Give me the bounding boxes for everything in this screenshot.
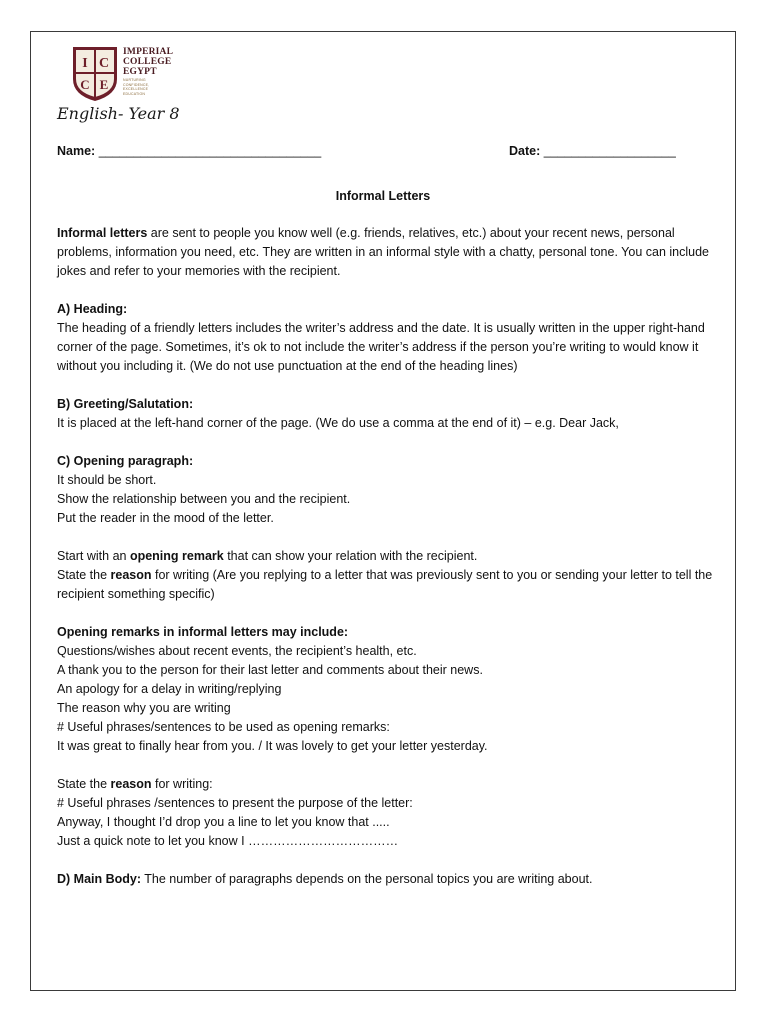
svg-text:C: C (98, 56, 110, 71)
greeting-section (57, 395, 717, 433)
name-field[interactable] (57, 144, 321, 158)
remarks-line: Questions/wishes about recent events, the recipient’s health, etc. (57, 644, 417, 658)
heading-title: A) Heading: (57, 302, 128, 316)
reason-line: Just a quick note to let you know I ……………………………… (57, 834, 399, 848)
reason-line: # Useful phrases /sentences to present the purpose of the letter: (57, 796, 413, 810)
opening-section (57, 452, 717, 528)
opening-title: C) Opening paragraph: (57, 454, 194, 468)
svg-text:C: C (80, 77, 90, 92)
intro-bold: Informal letters (57, 226, 148, 240)
logo-name: IMPERIAL COLLEGE EGYPT (123, 47, 174, 77)
greeting-title: B) Greeting/Salutation: (57, 397, 194, 411)
remarks-line: # Useful phrases/sentences to be used as opening remarks: (57, 720, 390, 734)
logo-tagline: NURTURING CONFIDENCE, EXCELLENCE EDUCATION (123, 78, 150, 96)
opening-line: Put the reader in the mood of the letter. (57, 511, 274, 525)
remarks-line: An apology for a delay in writing/replying (57, 682, 282, 696)
crest-icon (71, 45, 121, 103)
name-label: Name: (57, 144, 96, 158)
name-blank: ________________________________ (98, 144, 322, 158)
heading-text: The heading of a friendly letters includes the writer’s address and the date. It is usually written in the upper right-hand corner of the page. Sometimes, it’s ok to not include the writer’s address if the person you’re writing to would know it without you including it. (We do not use punctuation at the end of the heading lines) (57, 321, 705, 373)
remarks-section (57, 623, 717, 756)
opening-line: It should be short. (57, 473, 157, 487)
heading-section (57, 300, 717, 376)
reason-section (57, 775, 717, 851)
reason-line: Anyway, I thought I’d drop you a line to let you know that ..... (57, 815, 390, 829)
subject-title: English- Year 8 (57, 104, 180, 123)
greeting-text: It is placed at the left-hand corner of the page. (We do use a comma at the end of it) – e.g. Dear Jack, (57, 416, 619, 430)
reason-title: State the reason for writing: (57, 777, 213, 791)
remarks-line: The reason why you are writing (57, 701, 231, 715)
school-logo (71, 45, 191, 101)
start-line: Start with an opening remark that can show your relation with the recipient. (57, 549, 478, 563)
intro-paragraph (57, 224, 717, 281)
document-title: Informal Letters (335, 189, 431, 203)
svg-text:I: I (82, 56, 88, 71)
main-body-text: The number of paragraphs depends on the personal topics you are writing about. (141, 872, 593, 886)
worksheet-page (30, 31, 736, 991)
main-body-section (57, 870, 717, 889)
state-line: State the reason for writing (Are you replying to a letter that was previously sent to you or sending your letter to tell the recipient something specific) (57, 568, 713, 601)
main-body-title: D) Main Body: (57, 872, 142, 886)
date-field[interactable] (509, 144, 676, 158)
svg-text:E: E (99, 77, 109, 92)
opening-remark-section (57, 547, 717, 604)
remarks-line: It was great to finally hear from you. / It was lovely to get your letter yesterday. (57, 739, 488, 753)
date-label: Date: (509, 144, 541, 158)
intro-text: are sent to people you know well (e.g. friends, relatives, etc.) about your recent news, personal problems, information you need, etc. They are written in an informal style with a chatty, personal tone. You can include jokes and refer to your memories with the recipient. (57, 226, 709, 278)
remarks-title: Opening remarks in informal letters may include: (57, 625, 349, 639)
document-body (57, 224, 717, 908)
remarks-line: A thank you to the person for their last letter and comments about their news. (57, 663, 483, 677)
date-blank: ___________________ (543, 144, 676, 158)
opening-line: Show the relationship between you and the recipient. (57, 492, 351, 506)
